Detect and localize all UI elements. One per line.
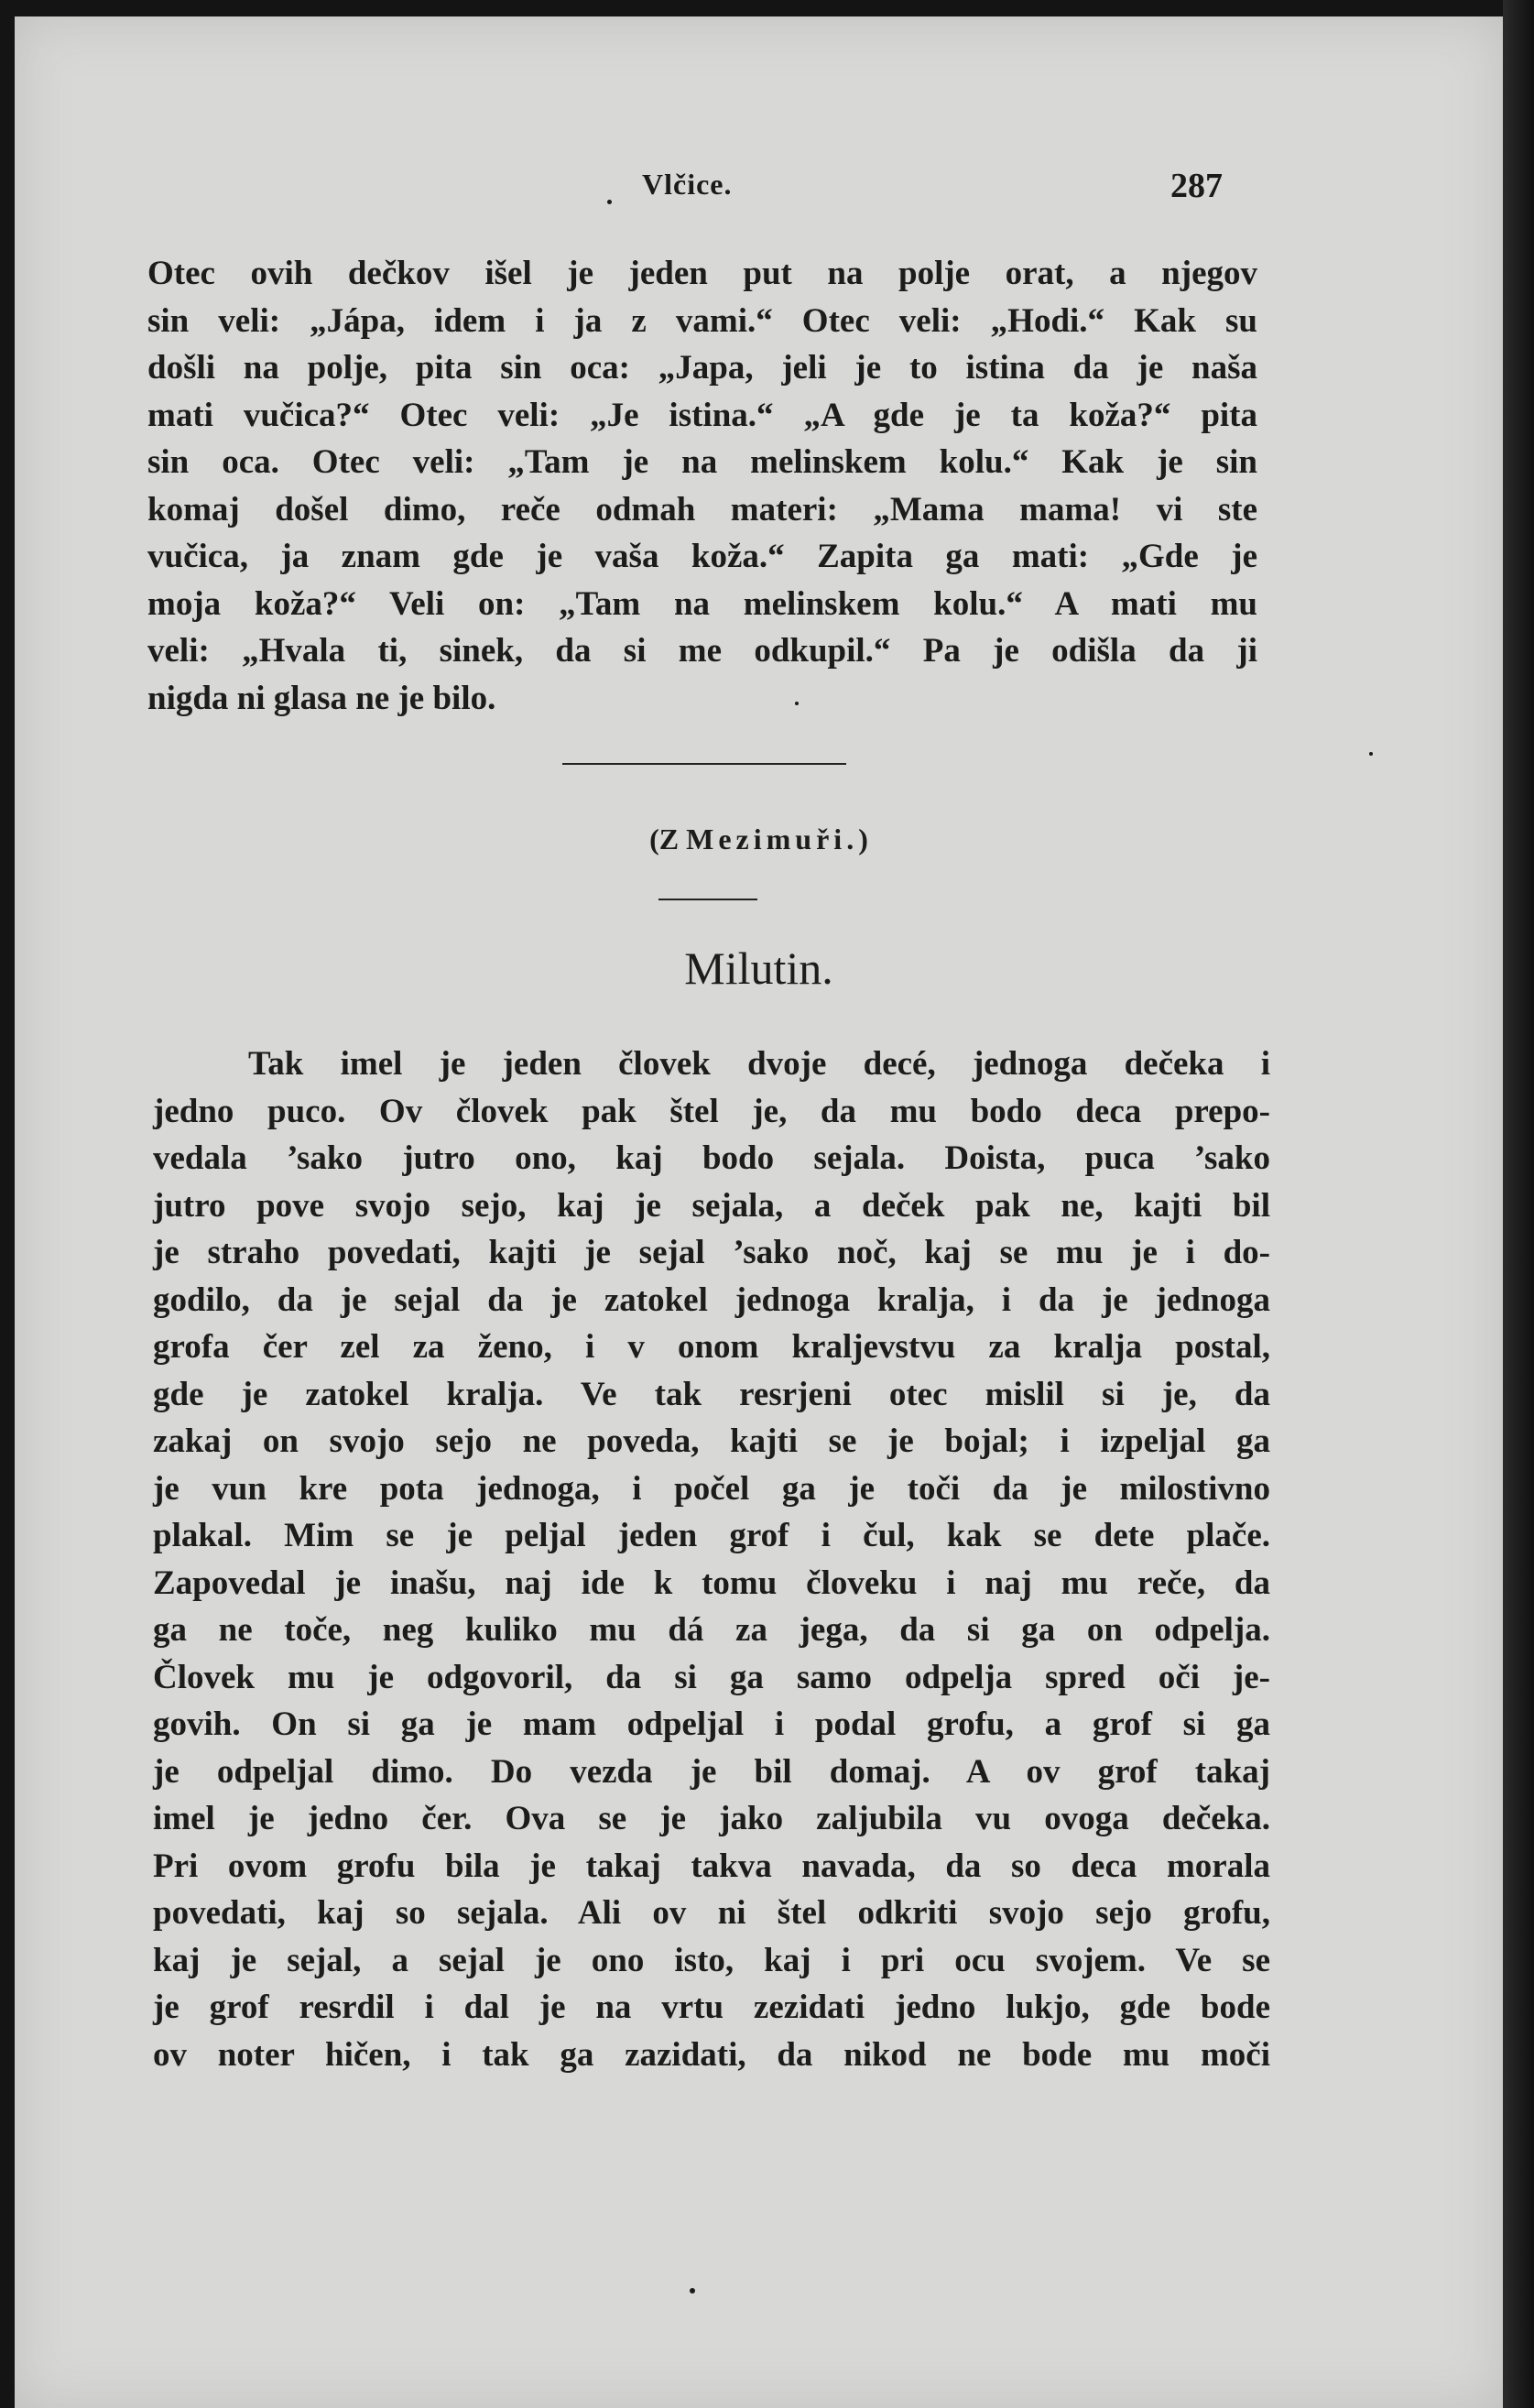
text-line: grofa čer zel za ženo, i v onom kraljevstvu za kralja postal, (153, 1328, 1270, 1366)
text-line: jedno puco. Ov človek pak štel je, da mu bodo deca prepo- (153, 1092, 1270, 1130)
text-line: Tak imel je jeden človek dvoje decé, jednoga dečeka i (248, 1045, 1270, 1083)
text-line: imel je jedno čer. Ova se je jako zaljubila vu ovoga dečeka. (153, 1800, 1270, 1837)
story-ending-paragraph (147, 250, 1257, 722)
page-number: 287 (1170, 167, 1223, 205)
text-line: je grof resrdil i dal je na vrtu zezidati jedno lukjo, gde bode (153, 1989, 1270, 2026)
text-line: plakal. Mim se je peljal jeden grof i čul, kak se dete plače. (153, 1517, 1270, 1554)
text-line: vučica, ja znam gde je vaša koža.“ Zapita ga mati: „Gde je (147, 538, 1257, 575)
source-open: (Z (649, 823, 680, 855)
scan-right-edge (1503, 0, 1534, 2408)
text-line: sin oca. Otec veli: „Tam je na melinskem kolu.“ Kak je sin (147, 443, 1257, 481)
text-line: Zapovedal je inašu, naj ide k tomu človeku i naj mu reče, da (153, 1564, 1270, 1602)
text-line: ga ne toče, neg kuliko mu dá za jega, da si ga on odpelja. (153, 1611, 1270, 1649)
text-line: vedala ’sako jutro ono, kaj bodo sejala. Doista, puca ’sako (153, 1139, 1270, 1177)
text-line: je vun kre pota jednoga, i počel ga je toči da je milostivno (153, 1469, 1270, 1508)
text-line: godilo, da je sejal da je zatokel jednoga kralja, i da je jednoga (153, 1280, 1270, 1319)
ink-speck (1369, 752, 1373, 756)
source-close: ) (858, 823, 868, 855)
text-line: zakaj on svojo sejo ne poveda, kajti se je bojal; i izpeljal ga (153, 1422, 1270, 1460)
text-line: sin veli: „Jápa, idem i ja z vami.“ Otec veli: „Hodi.“ Kak su (147, 301, 1257, 340)
text-line: moja koža?“ Veli on: „Tam na melinskem kolu.“ A mati mu (147, 584, 1257, 623)
section-divider (562, 763, 846, 765)
text-line: jutro pove svojo sejo, kaj je sejala, a deček pak ne, kajti bil (153, 1186, 1270, 1225)
text-line: nigda ni glasa ne je bilo. (147, 679, 496, 717)
text-line: veli: „Hvala ti, sinek, da si me odkupil.“ Pa je odišla da ji (147, 632, 1257, 670)
text-line: mati vučica?“ Otec veli: „Je istina.“ „A gde je ta koža?“ pita (147, 396, 1257, 434)
text-line: Pri ovom grofu bila je takaj takva navada, da so deca morala (153, 1847, 1270, 1885)
text-line: komaj došel dimo, reče odmah materi: „Mama mama! vi ste (147, 490, 1257, 528)
text-line: Otec ovih dečkov išel je jeden put na polje orat, a njegov (147, 255, 1257, 292)
text-line: Človek mu je odgovoril, da si ga samo odpelja spred oči je- (153, 1658, 1270, 1696)
text-line: kaj je sejal, a sejal je ono isto, kaj i pri ocu svojem. Ve se (153, 1941, 1270, 1979)
text-line: došli na polje, pita sin oca: „Japa, jeli je to istina da je naša (147, 349, 1257, 387)
text-line: je odpeljal dimo. Do vezda je bil domaj. A ov grof takaj (153, 1752, 1270, 1791)
source-note (15, 823, 1503, 856)
title-divider (658, 899, 757, 900)
text-line: je straho povedati, kajti je sejal ’sako noč, kaj se mu je i do- (153, 1234, 1270, 1271)
text-line: ov noter hičen, i tak ga zazidati, da nikod ne bode mu moči (153, 2035, 1270, 2074)
ink-speck (607, 200, 612, 204)
ink-speck (690, 2288, 695, 2294)
story-paragraph (153, 1041, 1270, 2078)
page-header (15, 168, 1503, 213)
text-line: gde je zatokel kralja. Ve tak resrjeni otec mislil si je, da (153, 1375, 1270, 1413)
story-title: Milutin. (684, 942, 833, 994)
text-line: govih. On si ga je mam odpeljal i podal grofu, a grof si ga (153, 1705, 1270, 1743)
running-title: Vlčice. (642, 168, 733, 201)
source-place: Mezimuři. (686, 823, 859, 855)
ink-speck (795, 702, 799, 705)
text-line: povedati, kaj so sejala. Ali ov ni štel odkriti svojo sejo grofu, (153, 1894, 1270, 1932)
book-page (15, 16, 1503, 2408)
